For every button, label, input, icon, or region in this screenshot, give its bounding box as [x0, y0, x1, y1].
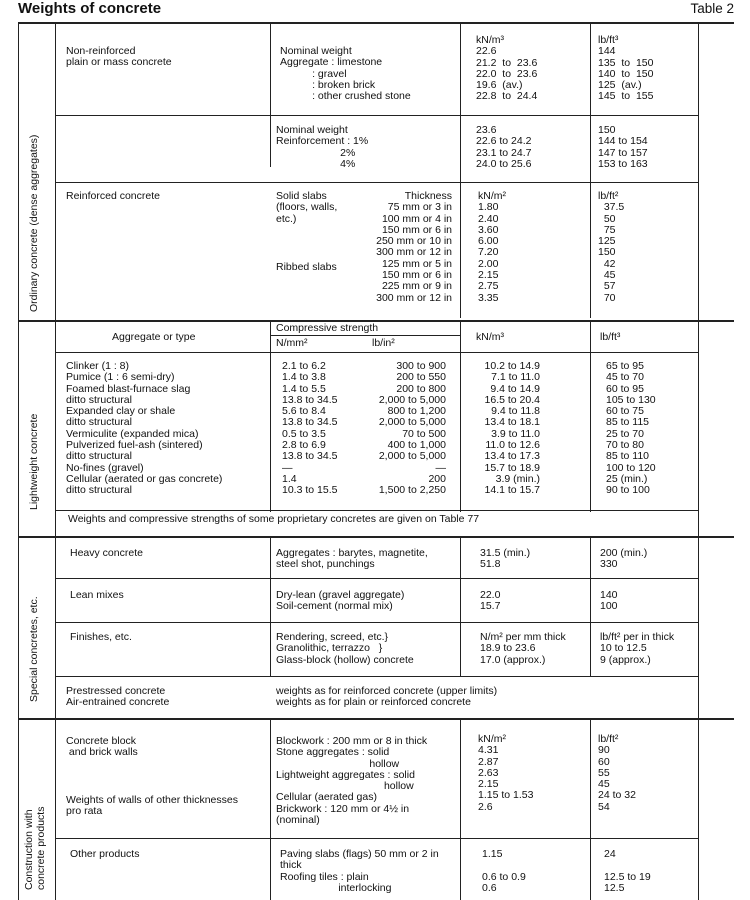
- rule-col: [590, 22, 591, 318]
- rule-col: [270, 538, 271, 676]
- page-title: Weights of concrete: [18, 0, 162, 17]
- block-walls-name: Concrete block and brick walls: [66, 735, 138, 759]
- rule-section: [18, 718, 734, 720]
- lw-head-lbin: lb/in²: [372, 337, 395, 349]
- rule-section: [18, 536, 734, 538]
- finishes-name: Finishes, etc.: [70, 631, 132, 643]
- rule: [55, 510, 698, 511]
- other-products-name: Other products: [70, 848, 140, 860]
- lean-name: Lean mixes: [70, 589, 124, 601]
- lw-note: Weights and compressive strengths of some proprietary concretes are given on Table 77: [68, 513, 480, 525]
- rule-section-col: [55, 22, 56, 900]
- rule-col: [460, 22, 461, 318]
- reinforced-nominal-desc: Nominal weight Reinforcement : 1% 2% 4%: [276, 124, 369, 170]
- section-label-construction: Construction with concrete products: [23, 806, 47, 890]
- block-walls-desc: Blockwork : 200 mm or 8 in thick Stone aggregates : solid hollow Lightweight aggregates : solid hollow Cellular (aerated gas) Brickwork : 120 mm or 4½ in (nominal): [276, 735, 428, 827]
- other-products-desc: Paving slabs (flags) 50 mm or 2 in thick Roofing tiles : plain interlocking: [280, 848, 439, 894]
- rule-col: [270, 22, 271, 167]
- heavy-lb: 200 (min.) 330: [600, 547, 648, 571]
- section-label-special: Special concretes, etc.: [28, 596, 40, 702]
- lw-lb: 65 to 95 45 to 70 60 to 95 105 to 130 60 to 75 85 to 115 25 to 70 70 to 80 85 to 110 100 to 120 25 (min.) 90 to 100: [606, 360, 656, 497]
- other-products-kn: 1.15 0.6 to 0.9 0.6: [482, 848, 526, 894]
- rule: [55, 352, 698, 353]
- lw-head-kn: kN/m³: [476, 331, 504, 343]
- rule-col: [460, 538, 461, 676]
- heavy-desc: Aggregates : barytes, magnetite, steel shot, punchings: [276, 547, 428, 571]
- rule-col: [460, 322, 461, 512]
- nonreinforced-kn: kN/m³ 22.6 21.2 to 23.6 22.0 to 23.6 19.6 (av.) 22.8 to 24.4: [476, 34, 538, 103]
- nonreinforced-name: Non-reinforced plain or mass concrete: [66, 45, 172, 69]
- heavy-name: Heavy concrete: [70, 547, 143, 559]
- rule-col: [590, 538, 591, 676]
- lean-lb: 140 100: [600, 589, 618, 613]
- rule: [55, 182, 698, 183]
- slab-thickness: Thickness 75 mm or 3 in 100 mm or 4 in 150 mm or 6 in 250 mm or 10 in 300 mm or 12 in 125 mm or 5 in 150 mm or 6 in 225 mm or 9 in 300 mm or 12 in: [376, 190, 452, 304]
- section-label-lightweight: Lightweight concrete: [28, 413, 40, 510]
- other-walls-name: Weights of walls of other thicknesses pro rata: [66, 794, 238, 818]
- lw-head-cs: Compressive strength: [276, 322, 379, 334]
- lw-lbin: 300 to 900 200 to 550 200 to 800 2,000 to 5,000 800 to 1,200 2,000 to 5,000 70 to 500 400 to 1,000 2,000 to 5,000 — 200 1,500 to 2,250: [378, 360, 446, 497]
- slab-kn: kN/m² 1.80 2.40 3.60 6.00 7.20 2.00 2.15 2.75 3.35: [478, 190, 506, 304]
- heavy-kn: 31.5 (min.) 51.8: [480, 547, 531, 571]
- prestressed-name: Prestressed concrete Air-entrained concrete: [66, 685, 170, 709]
- table-number: Table 2: [690, 1, 734, 16]
- rule-col: [270, 322, 271, 512]
- lean-desc: Dry-lean (gravel aggregate) Soil-cement (normal mix): [276, 589, 405, 613]
- nonreinforced-desc: Nominal weight Aggregate : limestone : gravel : broken brick : other crushed stone: [280, 45, 411, 103]
- nonreinforced-lb: lb/ft³ 144 135 to 150 140 to 150 125 (av.) 145 to 155: [598, 34, 654, 103]
- finishes-kn: N/m² per mm thick 18.9 to 23.6 17.0 (approx.): [480, 631, 566, 666]
- slab-lb: lb/ft² 37.5 50 75 125 150 42 45 57 70: [598, 190, 625, 304]
- rule: [55, 622, 698, 623]
- rule-top: [18, 22, 734, 24]
- reinforced-nominal-lb: 150 144 to 154 147 to 157 153 to 163: [598, 124, 648, 170]
- rule: [55, 578, 698, 579]
- lw-head-type: Aggregate or type: [112, 331, 196, 343]
- finishes-lb: lb/ft² per in thick 10 to 12.5 9 (approx.): [600, 631, 675, 666]
- reinforced-name: Reinforced concrete: [66, 190, 160, 202]
- section-label-ordinary: Ordinary concrete (dense aggregates): [28, 134, 40, 312]
- lw-nmm: 2.1 to 6.2 1.4 to 3.8 1.4 to 5.5 13.8 to 34.5 5.6 to 8.4 13.8 to 34.5 0.5 to 3.5 2.8 to 6.9 13.8 to 34.5 — 1.4 10.3 to 15.5: [282, 360, 338, 497]
- block-walls-kn: kN/m² 4.31 2.87 2.63 2.15 1.15 to 1.53 2.6: [478, 733, 534, 813]
- other-products-lb: 24 12.5 to 19 12.5: [604, 848, 651, 894]
- rule-col: [270, 720, 271, 900]
- lw-types: Clinker (1 : 8) Pumice (1 : 6 semi-dry) Foamed blast-furnace slag ditto structural Expanded clay or shale ditto structural Vermiculite (expanded mica) Pulverized fuel-ash (sintered) ditto structural No-fines (gravel) Cellular (aerated or gas concrete) ditto structural: [66, 360, 223, 497]
- rule: [270, 335, 460, 336]
- rule-right: [698, 22, 699, 900]
- lw-kn: 10.2 to 14.9 7.1 to 11.0 9.4 to 14.9 16.5 to 20.4 9.4 to 11.8 13.4 to 18.1 3.9 to 11.0 11.0 to 12.6 13.4 to 17.3 15.7 to 18.9 3.9 (min.) 14.1 to 15.7: [484, 360, 540, 497]
- block-walls-lb: lb/ft² 90 60 55 45 24 to 32 54: [598, 733, 636, 813]
- solid-slabs-label: Solid slabs (floors, walls, etc.): [276, 190, 338, 225]
- lw-head-nmm: N/mm²: [276, 337, 308, 349]
- lean-kn: 22.0 15.7: [480, 589, 501, 613]
- reinforced-nominal-kn: 23.6 22.6 to 24.2 23.1 to 24.7 24.0 to 25.6: [476, 124, 532, 170]
- rule-left: [18, 22, 19, 900]
- rule: [55, 115, 698, 116]
- rule-col: [590, 322, 591, 512]
- rule-col: [460, 720, 461, 900]
- prestressed-desc: weights as for reinforced concrete (upper limits) weights as for plain or reinforced concrete: [276, 685, 498, 709]
- lw-head-lb: lb/ft³: [600, 331, 621, 343]
- ribbed-slabs-label: Ribbed slabs: [276, 261, 337, 273]
- rule-col: [590, 720, 591, 900]
- rule: [55, 676, 698, 677]
- rule: [55, 838, 698, 839]
- finishes-desc: Rendering, screed, etc.} Granolithic, terrazzo } Glass-block (hollow) concrete: [276, 631, 414, 666]
